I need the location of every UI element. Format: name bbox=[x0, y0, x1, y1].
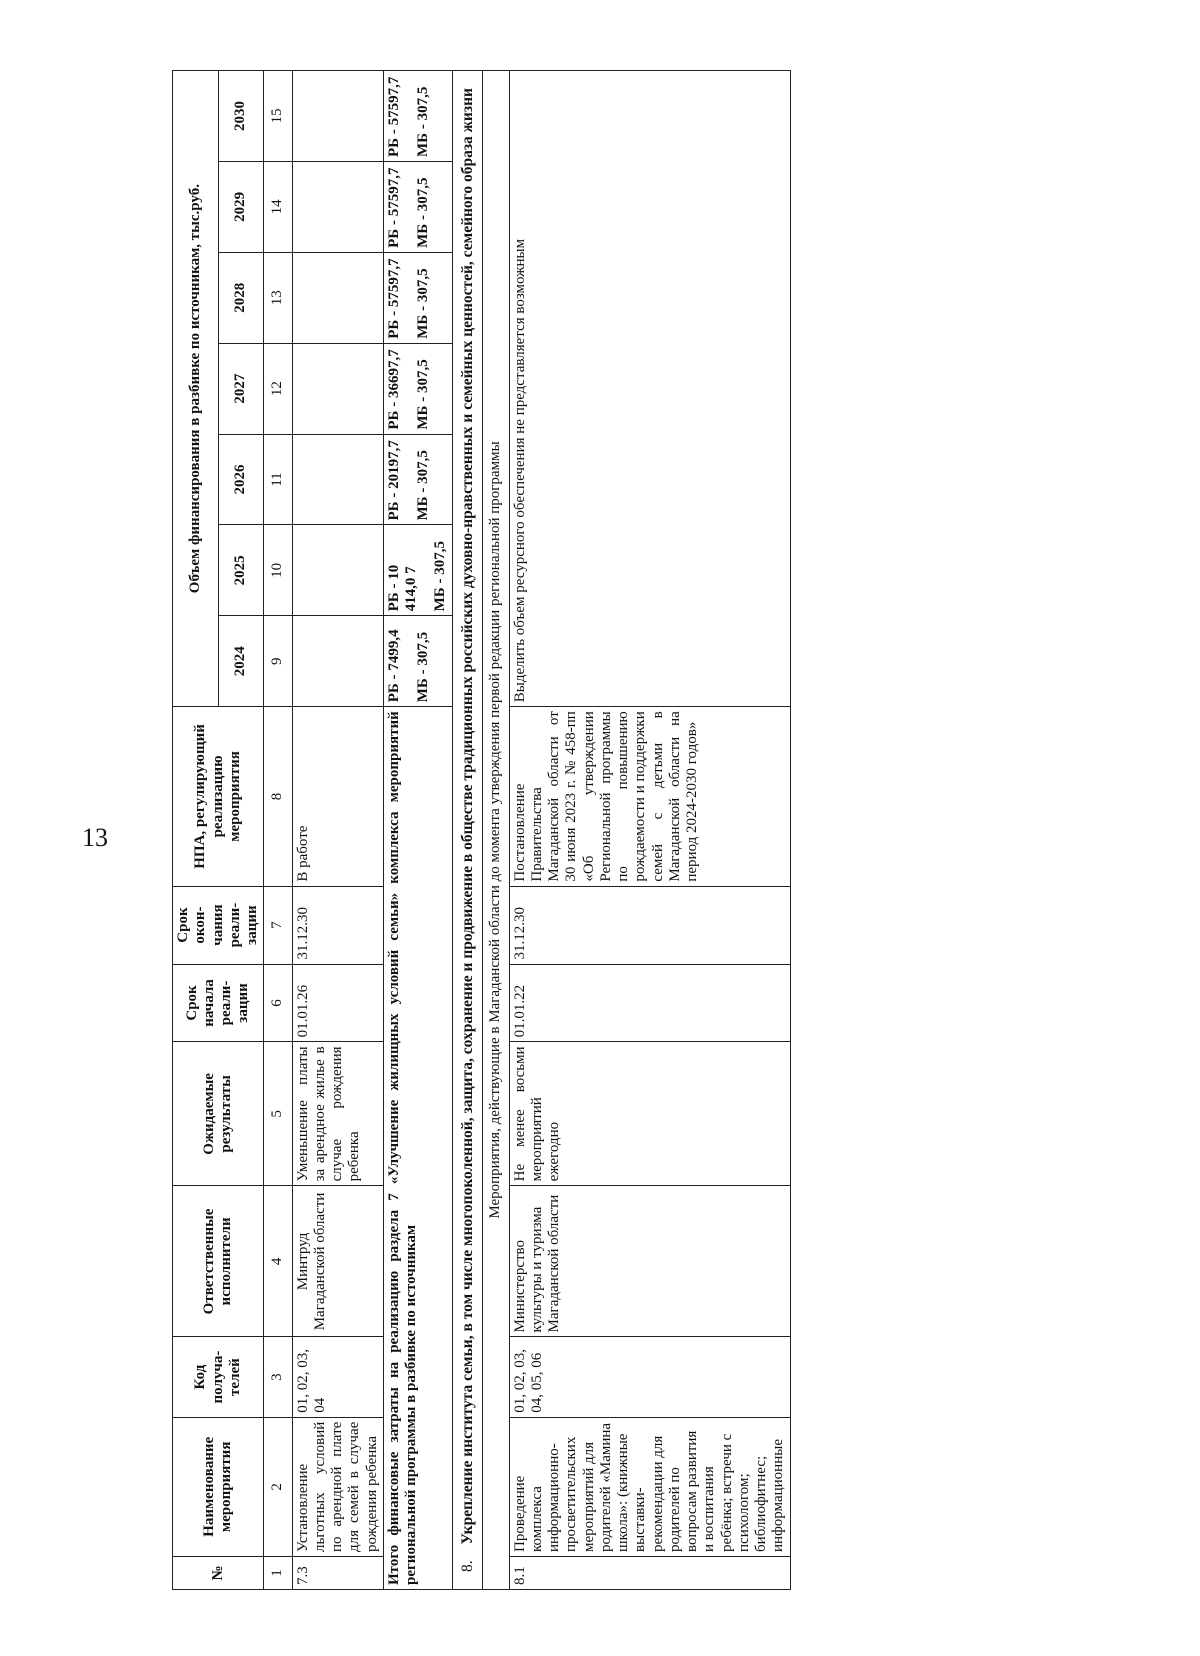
total-row-section-7 bbox=[383, 71, 452, 1590]
row-name: Установление льготных условий по арендной плате для семей в случае рождения ребенка bbox=[292, 1417, 383, 1556]
funding-cell bbox=[292, 343, 383, 434]
row-num: 8.1 bbox=[509, 1556, 790, 1589]
funding-cell bbox=[292, 71, 383, 162]
column-number: 1 bbox=[264, 1556, 292, 1589]
mb-value: МБ - 307,5 bbox=[415, 177, 431, 248]
column-number: 3 bbox=[264, 1337, 292, 1417]
header-year: 2029 bbox=[218, 161, 264, 252]
column-number: 10 bbox=[264, 525, 292, 616]
row-npa: Постановление Правительства Магаданской области от 30 июня 2023 г. № 458-пп «Об утверждении Региональной программы по повышению рождаемости и поддержки семей с детьми в Магаданской области на период 2024-2030 годов» bbox=[509, 707, 790, 886]
header-funding: Объем финансирования в разбивке по источникам, тыс.руб. bbox=[173, 71, 219, 707]
mb-value: МБ - 307,5 bbox=[415, 631, 431, 703]
row-executors: Министерство культуры и туризма Магаданской области bbox=[509, 1186, 790, 1337]
section-title bbox=[452, 71, 483, 1590]
mb-value: МБ - 307,5 bbox=[415, 86, 431, 157]
header-end: Срок окон-чания реали-зации bbox=[173, 886, 264, 964]
rb-value: РБ - 57597,7 bbox=[385, 258, 402, 339]
funding-cell bbox=[292, 434, 383, 525]
header-start: Срок начала реали-зации bbox=[173, 964, 264, 1042]
funding-cell bbox=[292, 616, 383, 707]
column-number: 6 bbox=[264, 964, 292, 1042]
mb-value: МБ - 307,5 bbox=[415, 359, 431, 430]
funding-cell bbox=[292, 525, 383, 616]
funding-cell-2029 bbox=[383, 161, 452, 252]
page-number: 13 bbox=[82, 823, 108, 852]
header-year: 2024 bbox=[218, 616, 264, 707]
column-number: 11 bbox=[264, 434, 292, 525]
funding-cell bbox=[292, 252, 383, 343]
funding-cell bbox=[292, 161, 383, 252]
total-label: Итого финансовые затраты на реализацию раздела 7 «Улучшение жилищных условий семьи» комплекса мероприятий региональной программы в разбивке по источникам bbox=[383, 707, 452, 1590]
column-number: 13 bbox=[264, 252, 292, 343]
row-executors: Минтруд Магаданской области bbox=[292, 1186, 383, 1337]
rb-value: РБ - 7499,4 bbox=[385, 629, 402, 703]
funding-cell-2030 bbox=[383, 71, 452, 162]
column-number: 8 bbox=[264, 707, 292, 886]
mb-value: МБ - 307,5 bbox=[432, 541, 449, 612]
column-number-row bbox=[264, 71, 292, 1590]
row-results: Не менее восьми мероприятий ежегодно bbox=[509, 1042, 790, 1186]
header-results: Ожидаемые результаты bbox=[173, 1042, 264, 1186]
column-number: 2 bbox=[264, 1417, 292, 1556]
table-row-7-3 bbox=[292, 71, 383, 1590]
header-code: Код получа-телей bbox=[173, 1337, 264, 1417]
rb-value: РБ - 57597,7 bbox=[385, 167, 402, 248]
header-year: 2027 bbox=[218, 343, 264, 434]
row-code: 01, 02, 03, 04 bbox=[292, 1337, 383, 1417]
header-row-1 bbox=[173, 71, 219, 1590]
row-name: Проведение комплекса информационно-просветительских мероприятий для родителей «Мамина школа»: (книжные выставки-рекомендации для родителей по вопросам развития и воспитания ребёнка; встречи с психологом; библиофитнес; информационные bbox=[509, 1417, 790, 1556]
row-code: 01, 02, 03, 04, 05, 06 bbox=[509, 1337, 790, 1417]
funding-cell-2024 bbox=[383, 616, 452, 707]
header-year: 2030 bbox=[218, 71, 264, 162]
row-end: 31.12.30 bbox=[292, 886, 383, 964]
header-year: 2025 bbox=[218, 525, 264, 616]
header-npa: НПА, регулирующий реализацию мероприятия bbox=[173, 707, 264, 886]
column-number: 12 bbox=[264, 343, 292, 434]
program-measures-table bbox=[172, 70, 791, 1590]
mb-value: МБ - 307,5 bbox=[415, 450, 431, 521]
column-number: 7 bbox=[264, 886, 292, 964]
rb-value: РБ - 20197,7 bbox=[385, 440, 402, 521]
mb-value: МБ - 307,5 bbox=[415, 268, 431, 339]
header-year: 2028 bbox=[218, 252, 264, 343]
section-8-title-row bbox=[452, 71, 483, 1590]
row-num: 7.3 bbox=[292, 1556, 383, 1589]
row-npa: В работе bbox=[292, 707, 383, 886]
section-number: 8. bbox=[458, 1560, 476, 1572]
row-end: 31.12.30 bbox=[509, 886, 790, 964]
column-number: 5 bbox=[264, 1042, 292, 1186]
header-num: № bbox=[173, 1556, 264, 1589]
section-subheader: Мероприятия, действующие в Магаданской области до момента утверждения первой редакции региональной программы bbox=[483, 71, 509, 1590]
funding-cell-2027 bbox=[383, 343, 452, 434]
row-start: 01.01.26 bbox=[292, 964, 383, 1042]
header-name: Наименование мероприятия bbox=[173, 1417, 264, 1556]
funding-cell-2026 bbox=[383, 434, 452, 525]
funding-cell-2028 bbox=[383, 252, 452, 343]
column-number: 15 bbox=[264, 71, 292, 162]
rb-value: РБ - 10 414,0 7 bbox=[385, 564, 419, 612]
row-results: Уменьшение платы за арендное жилье в случае рождения ребенка bbox=[292, 1042, 383, 1186]
rb-value: РБ - 36697,7 bbox=[385, 349, 402, 430]
column-number: 14 bbox=[264, 161, 292, 252]
row-funding: Выделить объем ресурсного обеспечения не представляется возможным bbox=[509, 71, 790, 707]
header-year: 2026 bbox=[218, 434, 264, 525]
rotated-table-container bbox=[172, 70, 1132, 1590]
row-start: 01.01.22 bbox=[509, 964, 790, 1042]
header-executors: Ответственные исполнители bbox=[173, 1186, 264, 1337]
section-8-subheader-row bbox=[483, 71, 509, 1590]
section-title-text: Укрепление института семьи, в том числе многопоколенной, защита, сохранение и продвижение в обществе традиционных российских духовно-нравственных и семейных ценностей, семейного образа жизни bbox=[458, 88, 476, 1545]
column-number: 9 bbox=[264, 616, 292, 707]
table-row-8-1 bbox=[509, 71, 790, 1590]
funding-cell-2025 bbox=[383, 525, 452, 616]
column-number: 4 bbox=[264, 1186, 292, 1337]
rb-value: РБ - 57597,7 bbox=[385, 76, 402, 157]
